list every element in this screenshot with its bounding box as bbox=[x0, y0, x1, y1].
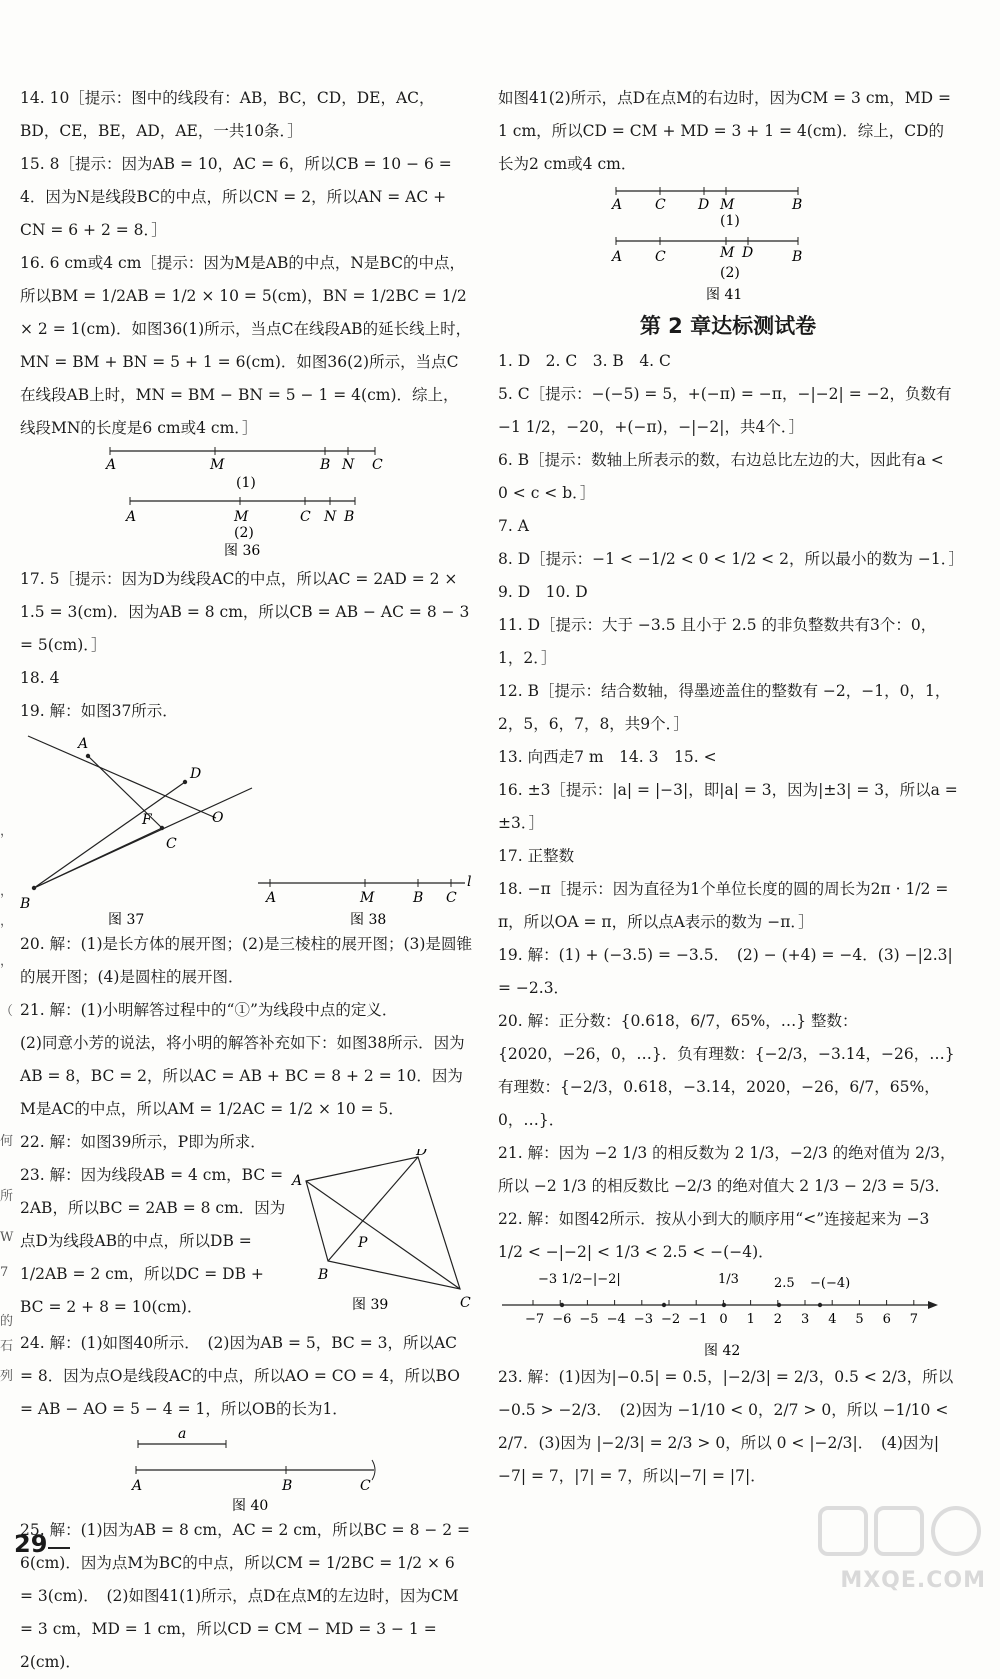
fig41-sub-2: (2) bbox=[720, 265, 740, 281]
answer-12: 12. B［提示：结合数轴，得墨迹盖住的整数有 −2，−1，0，1，2，5，6，7，8，共9个．］ bbox=[498, 682, 951, 733]
answer-8: 8. D［提示：−1 < −1/2 < 0 < 1/2 < 2，所以最小的数为 −1．］ bbox=[498, 550, 964, 568]
answer-7: 7. A bbox=[498, 517, 529, 535]
fig40-label-a-segment: a bbox=[178, 1426, 187, 1442]
fig42-top-label-3: 1/3 bbox=[718, 1272, 739, 1287]
edge-mark: ， bbox=[0, 914, 14, 929]
fig42-tick-label: 6 bbox=[882, 1312, 891, 1327]
edge-mark: ， bbox=[0, 824, 14, 839]
fig38-label-m: M bbox=[360, 890, 375, 906]
fig38-label-b: B bbox=[413, 890, 424, 906]
answer-14: 14. 10［提示：图中的线段有：AB，BC，CD，DE，AC，BD，CE，BE，AD，AE，一共10条．］ bbox=[20, 89, 435, 140]
fig36-caption: 图 36 bbox=[224, 543, 261, 559]
fig37-label-d: D bbox=[190, 766, 202, 782]
fig42-tick-label: −2 bbox=[661, 1312, 681, 1327]
answer-11: 11. D［提示：大于 −3.5 且小于 2.5 的非负整数共有3个：0，1，2．］ bbox=[498, 616, 937, 667]
edge-mark: 7 bbox=[0, 1265, 9, 1280]
fig41-label-c2: C bbox=[655, 249, 666, 265]
fig41-label-d2: D bbox=[742, 245, 754, 261]
fig36-label-m: M bbox=[210, 457, 225, 473]
edge-mark: ， bbox=[0, 954, 14, 969]
answer-18: 18. −π［提示：因为直径为1个单位长度的圆的周长为2π · 1/2 = π，所以OA = π，所以点A表示的数为 −π．］ bbox=[498, 880, 949, 931]
answer-17: 17. 正整数 bbox=[498, 847, 575, 865]
fig36-label-m2: M bbox=[234, 509, 249, 525]
fig42-top-label-5: −(−4) bbox=[810, 1276, 851, 1291]
answer-13-15: 13. 向西走7 m 14. 3 15. < bbox=[498, 748, 717, 766]
fig42-tick-label: 0 bbox=[719, 1312, 728, 1327]
figure-41 bbox=[498, 181, 958, 307]
answer-9-10: 9. D 10. D bbox=[498, 583, 588, 601]
answer-21-part2: (2)同意小芳的说法，将小明的解答补充如下：如图38所示．因为AB = 8，BC = 2，所以AC = AB + BC = 8 + 2 = 10．因为M是AC的中点，所以AM = 1/2AC = 1/2 × 10 = 5． bbox=[20, 1034, 465, 1118]
answer-21: 21. 解：因为 −2 1/3 的相反数为 2 1/3，−2/3 的绝对值为 2/3，所以 −2 1/3 的相反数比 −2/3 的绝对值大 2 1/3 − 2/3 = 5/3． bbox=[498, 1144, 956, 1195]
answer-16: 16. 6 cm或4 cm［提示：因为M是AB的中点，N是BC的中点，所以BM = 1/2AB = 1/2 × 10 = 5(cm)，BN = 1/2BC = 1/2 × 2 = 1(cm)．如图36(1)所示，当点C在线段AB的延长线上时，MN = BM + BN = 5 + 1 = 6(cm)．如图36(2)所示，当点C在线段AB上时，MN = BM − BN = 5 − 1 = 4(cm)．综上，线段MN的长度是6 cm或4 cm．］ bbox=[20, 254, 472, 437]
figure-37-38 bbox=[20, 728, 472, 928]
page-number-rule bbox=[48, 1547, 70, 1549]
answer-22: 22. 解：如图42所示．按从小到大的顺序用“<”连接起来为 −3 1/2 < −|−2| < 1/3 < 2.5 < −(−4)． bbox=[498, 1210, 930, 1261]
fig40-label-a: A bbox=[132, 1478, 143, 1494]
figure-40 bbox=[20, 1426, 472, 1514]
fig37-label-c: C bbox=[166, 836, 177, 852]
answer-24: 24. 解：(1)如图40所示． (2)因为AB = 5，BC = 3，所以AC = 8．因为点O是线段AC的中点，所以AO = CO = 4，所以BO = AB − AO = 5 − 4 = 1，所以OB的长为1． bbox=[20, 1334, 460, 1418]
fig36-label-c2: C bbox=[300, 509, 311, 525]
fig39-label-d: D bbox=[416, 1149, 428, 1159]
answer-19: 19. 解：(1) + (−3.5) = −3.5． (2) − (+4) = −4．(3) −|2.3| = −2.3． bbox=[498, 946, 953, 997]
fig40-caption: 图 40 bbox=[232, 1498, 269, 1514]
answer-1-4: 1. D 2. C 3. B 4. C bbox=[498, 352, 671, 370]
fig38-label-l: l bbox=[467, 874, 472, 890]
answer-20: 20. 解：(1)是长方体的展开图；(2)是三棱柱的展开图；(3)是圆锥的展开图；(4)是圆柱的展开图． bbox=[20, 935, 472, 986]
fig42-tick-label: 1 bbox=[746, 1312, 755, 1327]
fig37-label-b: B bbox=[20, 896, 31, 912]
fig41-label-m: M bbox=[720, 197, 735, 213]
edge-mark: 列 bbox=[0, 1369, 14, 1384]
fig36-label-a2: A bbox=[126, 509, 137, 525]
section-title: 第 2 章达标测试卷 bbox=[639, 314, 817, 338]
fig42-tick-label: 5 bbox=[855, 1312, 864, 1327]
fig41-label-a2: A bbox=[612, 249, 623, 265]
answer-22: 22. 解：如图39所示，P即为所求． bbox=[20, 1133, 266, 1151]
fig37-label-o: O bbox=[212, 810, 224, 826]
figure-39 bbox=[288, 1149, 472, 1331]
fig42-top-label-2: −|−2| bbox=[582, 1272, 621, 1287]
edge-mark: 的 bbox=[0, 1314, 14, 1329]
answer-6: 6. B［提示：数轴上所表示的数，右边总比左边的大，因此有a < 0 < c < b．］ bbox=[498, 451, 944, 502]
fig36-label-c: C bbox=[372, 457, 383, 473]
fig39-label-p: P bbox=[358, 1235, 368, 1251]
fig36-label-b: B bbox=[320, 457, 331, 473]
fig39-label-c: C bbox=[460, 1295, 471, 1311]
edge-mark: 石 bbox=[0, 1339, 14, 1354]
fig41-caption: 图 41 bbox=[706, 287, 743, 303]
fig36-label-a: A bbox=[106, 457, 117, 473]
fig41-label-c: C bbox=[655, 197, 666, 213]
answer-21: 21. 解：(1)小明解答过程中的“①”为线段中点的定义． bbox=[20, 1001, 398, 1019]
edge-mark: W bbox=[0, 1230, 14, 1245]
watermark-url: MXQE.COM bbox=[840, 1568, 986, 1593]
right-column bbox=[498, 82, 964, 1493]
fig42-tick-label: −1 bbox=[688, 1312, 708, 1327]
fig42-tick-label: 3 bbox=[801, 1312, 810, 1327]
fig42-tick-label: 7 bbox=[909, 1312, 919, 1327]
edge-mark: 何 bbox=[0, 1134, 14, 1149]
fig36-label-n2: N bbox=[324, 509, 337, 525]
fig36-label-b2: B bbox=[344, 509, 355, 525]
answer-23: 23. 解：因为线段AB = 4 cm，BC = 2AB，所以BC = 2AB = 8 cm．因为点D为线段AB的中点，所以DB = 1/2AB = 2 cm，所以DC = DB + BC = 2 + 8 = 10(cm)． bbox=[20, 1166, 286, 1316]
fig36-sub-2: (2) bbox=[234, 525, 254, 541]
answer-17: 17. 5［提示：因为D为线段AC的中点，所以AC = 2AD = 2 × 1.5 = 3(cm)．因为AB = 8 cm，所以CB = AB − AC = 8 − 3 = 5(cm)．］ bbox=[20, 570, 470, 654]
answer-19: 19. 解：如图37所示． bbox=[20, 702, 178, 720]
answer-23: 23. 解：(1)因为|−0.5| = 0.5，|−2/3| = 2/3，0.5 < 2/3，所以 −0.5 > −2/3． (2)因为 −1/10 < 0，2/7 > 0，所以 −1/10 < 2/7．(3)因为 |−2/3| = 2/3 > 0，所以 0 < |−2/3|． (4)因为|−7| = 7，|7| = 7，所以|−7| = |7|． bbox=[498, 1368, 954, 1485]
fig41-label-b2: B bbox=[792, 249, 803, 265]
fig42-tick-label: −6 bbox=[552, 1312, 572, 1327]
fig42-tick-label: −7 bbox=[525, 1312, 545, 1327]
left-column bbox=[20, 82, 472, 1679]
fig42-tick-label: −3 bbox=[633, 1312, 653, 1327]
fig41-label-m2: M bbox=[720, 245, 735, 261]
edge-mark: （ bbox=[0, 1004, 14, 1019]
answer-23-block bbox=[20, 1149, 472, 1327]
fig37-caption: 图 37 bbox=[108, 912, 145, 928]
fig41-label-b: B bbox=[792, 197, 803, 213]
fig42-top-label-4: 2.5 bbox=[774, 1276, 795, 1291]
fig39-label-b: B bbox=[318, 1267, 329, 1283]
answer-20: 20. 解：正分数：{0.618，6/7，65%，…} 整数：{2020，−26，0，…}．负有理数：{−2/3，−3.14，−26，…} 有理数：{−2/3，0.618，−3.14，2020，−26，6/7，65%，0，…}． bbox=[498, 1012, 955, 1129]
fig38-label-c: C bbox=[446, 890, 457, 906]
edge-mark: ， bbox=[0, 884, 14, 899]
fig39-caption: 图 39 bbox=[352, 1297, 389, 1313]
fig42-tick-label: 4 bbox=[828, 1312, 837, 1327]
page-number: 29 bbox=[14, 1530, 48, 1558]
fig42-caption: 图 42 bbox=[704, 1343, 741, 1359]
fig36-sub-1: (1) bbox=[236, 475, 256, 491]
fig41-label-a: A bbox=[612, 197, 623, 213]
fig39-label-a: A bbox=[292, 1173, 303, 1189]
answer-5: 5. C［提示：−(−5) = 5，+(−π) = −π，−|−2| = −2，负数有 −1 1/2，−20，+(−π)，−|−2|，共4个．］ bbox=[498, 385, 952, 436]
fig41-sub-1: (1) bbox=[720, 213, 740, 229]
figure-36 bbox=[20, 445, 472, 563]
figure-42 bbox=[498, 1269, 958, 1361]
fig41-label-d: D bbox=[698, 197, 710, 213]
fig42-tick-label: 2 bbox=[773, 1312, 783, 1327]
edge-mark: 所 bbox=[0, 1189, 14, 1204]
fig38-caption: 图 38 bbox=[350, 912, 387, 928]
answer-25: 25. 解：(1)因为AB = 8 cm，AC = 2 cm，所以BC = 8 − 2 = 6(cm)．因为点M为BC的中点，所以CM = 1/2BC = 1/2 × 6 = 3(cm)． (2)如图41(1)所示，点D在点M的左边时，因为CM = 3 cm，MD = 1 cm，所以CD = CM − MD = 3 − 1 = 2(cm)． bbox=[20, 1521, 471, 1671]
fig42-top-label-1: −3 1/2 bbox=[538, 1272, 583, 1287]
fig37-label-a: A bbox=[78, 736, 89, 752]
fig42-tick-label: −5 bbox=[579, 1312, 599, 1327]
fig36-label-n: N bbox=[342, 457, 355, 473]
answer-25-continued: 如图41(2)所示，点D在点M的右边时，因为CM = 3 cm，MD = 1 cm，所以CD = CM + MD = 3 + 1 = 4(cm)．综上，CD的长为2 cm或4 cm． bbox=[498, 89, 951, 173]
fig38-label-a: A bbox=[266, 890, 277, 906]
fig42-tick-label: −4 bbox=[606, 1312, 626, 1327]
answer-18: 18. 4 bbox=[20, 669, 60, 687]
fig40-label-b: B bbox=[282, 1478, 293, 1494]
fig40-label-c: C bbox=[360, 1478, 371, 1494]
fig37-label-f: F bbox=[142, 812, 152, 828]
answer-16: 16. ±3［提示：|a| = |−3|，即|a| = 3，因为|±3| = 3，所以a = ±3．］ bbox=[498, 781, 958, 832]
answer-15: 15. 8［提示：因为AB = 10，AC = 6，所以CB = 10 − 6 = 4．因为N是线段BC的中点，所以CN = 2，所以AN = AC + CN = 6 + 2 = 8．］ bbox=[20, 155, 452, 239]
